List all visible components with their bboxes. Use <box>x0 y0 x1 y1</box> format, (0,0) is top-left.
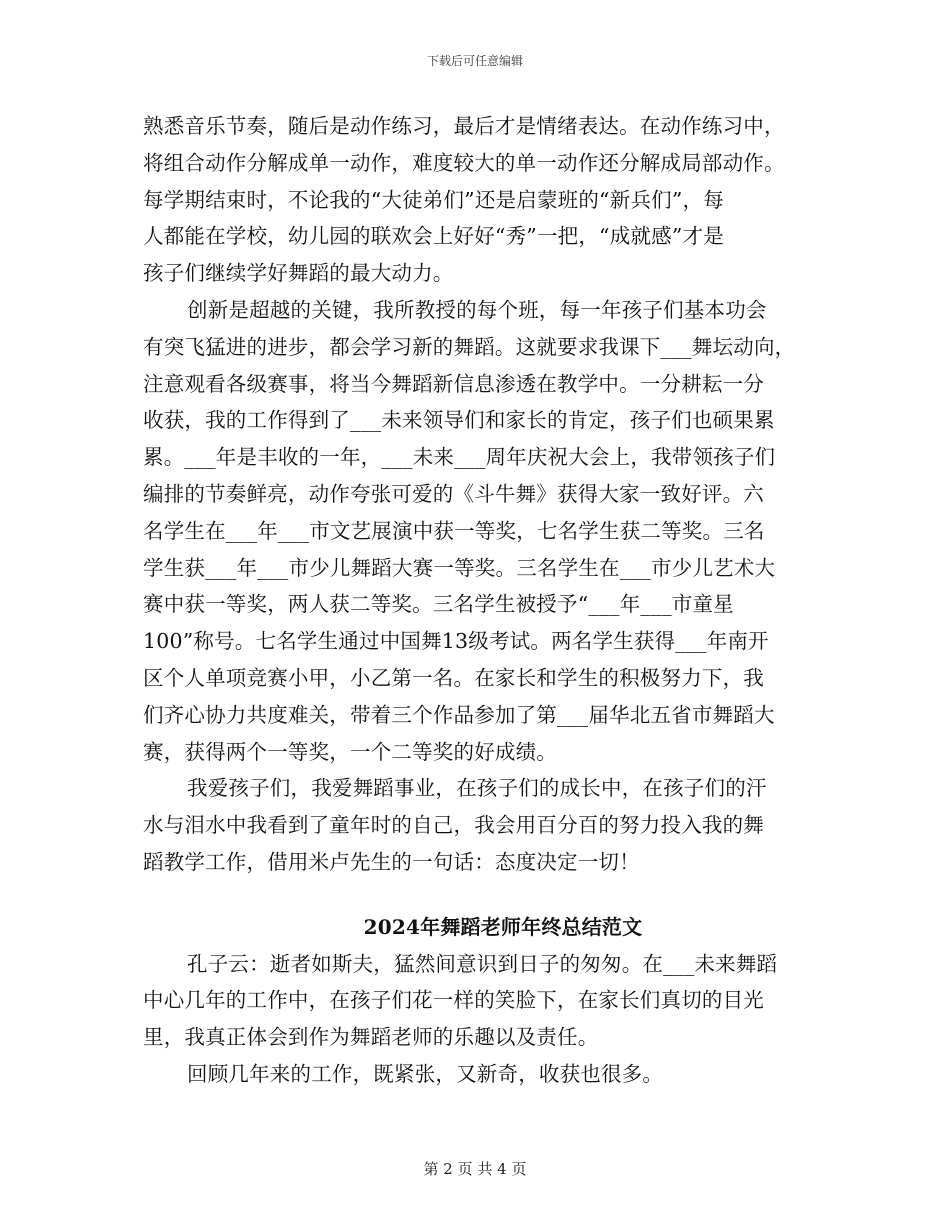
text-line: 累。___年是丰收的一年，___未来___周年庆祝大会上，我带领孩子们 <box>143 445 776 470</box>
text-line: 赛中获一等奖，两人获二等奖。三名学生被授予“___年___市童星 <box>143 592 734 617</box>
paragraph-1 <box>143 108 833 292</box>
page-header-note: 下载后可任意编辑 <box>426 54 523 68</box>
text-line: 注意观看各级赛事，将当今舞蹈新信息渗透在教学中。一分耕耘一分 <box>143 371 764 396</box>
text-line: 回顾几年来的工作，既紧张，又新奇，收获也很多。 <box>187 1061 664 1086</box>
text-line: 熟悉音乐节奏，随后是动作练习，最后才是情绪表达。在动作练习中， <box>143 114 785 138</box>
text-line: 将组合动作分解成单一动作，难度较大的单一动作还分解成局部动作。 <box>143 150 785 175</box>
text-line: 我爱孩子们，我爱舞蹈事业，在孩子们的成长中，在孩子们的汗 <box>187 776 767 801</box>
text-line: 学生获___年___市少儿舞蹈大赛一等奖。三名学生在___市少儿艺术大 <box>143 555 776 580</box>
paragraph-3 <box>143 770 833 880</box>
text-line: 100”称号。七名学生通过中国舞13级考试。两名学生获得___年南开 <box>143 629 769 654</box>
text-line: 区个人单项竞赛小甲，小乙第一名。在家长和学生的积极努力下，我 <box>143 665 764 690</box>
text-line: 中心几年的工作中，在孩子们花一样的笑脸下，在家长们真切的目光 <box>143 988 764 1013</box>
section-title: 2024年舞蹈老师年终总结范文 <box>363 914 643 939</box>
text-line: 人都能在学校，幼儿园的联欢会上好好“秀”一把，“成就感”才是 <box>143 224 724 249</box>
text-line: 名学生在___年___市文艺展演中获一等奖，七名学生获二等奖。三名 <box>143 518 765 543</box>
text-line: 水与泪水中我看到了童年时的自己，我会用百分百的努力投入我的舞 <box>143 813 764 838</box>
document-body <box>143 108 833 1093</box>
text-line: 创新是超越的关键，我所教授的每个班，每一年孩子们基本功会 <box>187 297 767 322</box>
paragraph-2 <box>143 292 833 770</box>
section-paragraph-2 <box>143 1056 833 1093</box>
text-line: 有突飞猛进的进步，都会学习新的舞蹈。这就要求我课下___舞坛动向， <box>143 334 796 359</box>
text-line: 收获，我的工作得到了___未来领导们和家长的肯定，孩子们也硕果累 <box>143 408 775 433</box>
text-line: 们齐心协力共度难关，带着三个作品参加了第___届华北五省市舞蹈大 <box>143 702 775 727</box>
text-line: 赛，获得两个一等奖，一个二等奖的好成绩。 <box>143 739 557 764</box>
text-line: 里，我真正体会到作为舞蹈老师的乐趣以及责任。 <box>143 1025 599 1050</box>
text-line: 蹈教学工作，借用米卢先生的一句话：态度决定一切！ <box>143 849 640 874</box>
text-line: 孩子们继续学好舞蹈的最大动力。 <box>143 261 454 286</box>
section-paragraph-1 <box>143 946 833 1056</box>
text-line: 编排的节奏鲜亮，动作夸张可爱的《斗牛舞》获得大家一致好评。六 <box>143 481 764 506</box>
page-number: 第 2 页 共 4 页 <box>423 1160 527 1178</box>
text-line: 孔子云：逝者如斯夫，猛然间意识到日子的匆匆。在___未来舞蹈 <box>187 951 778 976</box>
text-line: 每学期结束时，不论我的“大徒弟们”还是启蒙班的“新兵们”，每 <box>143 187 724 212</box>
